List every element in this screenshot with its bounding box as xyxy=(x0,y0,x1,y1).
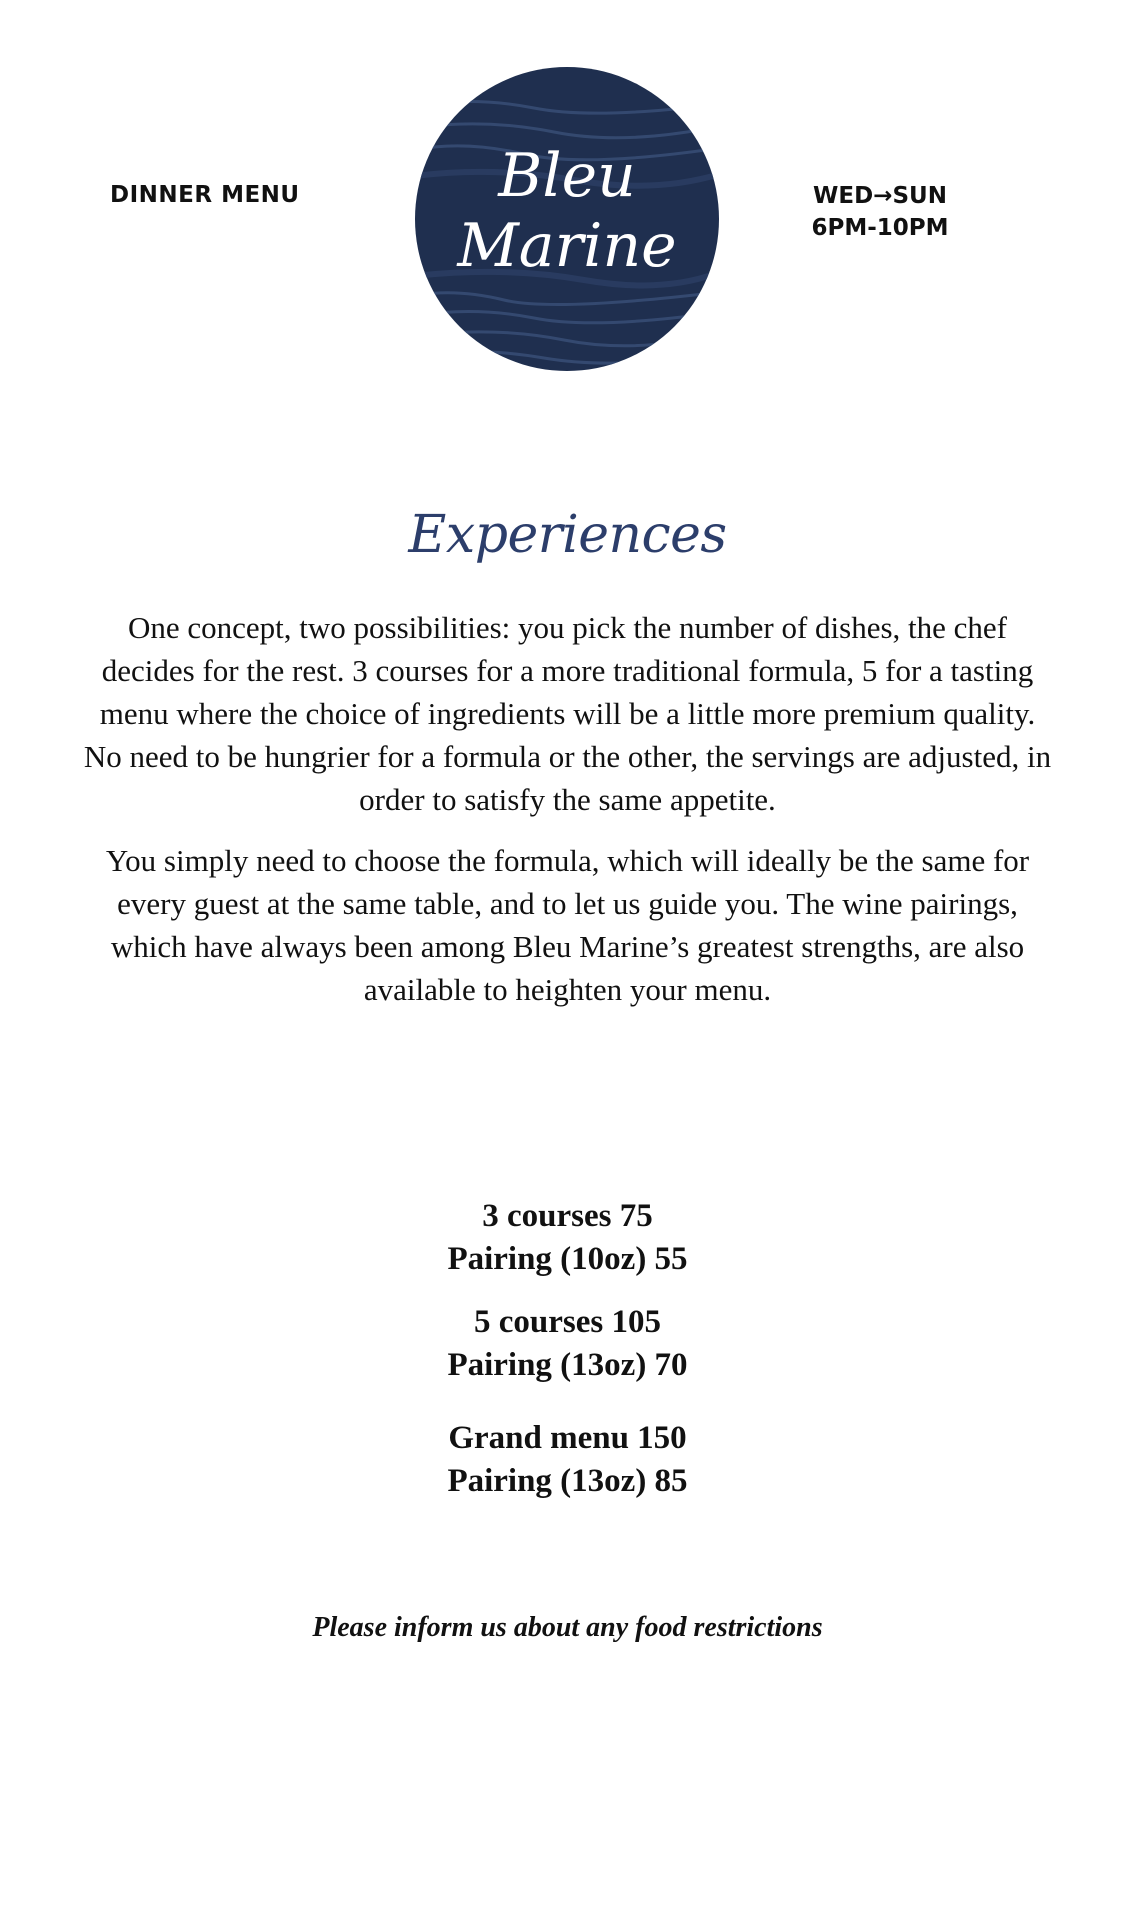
intro-paragraph-2: You simply need to choose the formula, which will ideally be the same for every guest at the same table, and to let us guide you. The wine pairings, which have always been among Bleu Marine’s greatest strengths, are also available to heighten your menu. xyxy=(105,843,1030,1007)
section-title: Experiences xyxy=(408,505,727,565)
logo-text-marine: Marine xyxy=(457,211,677,281)
opening-hours xyxy=(770,180,990,244)
dinner-menu-label: DINNER MENU xyxy=(110,182,300,208)
menu-price: Grand menu 150 xyxy=(448,1420,687,1456)
price-list xyxy=(0,1195,1135,1523)
logo-text-bleu: Bleu xyxy=(498,141,636,211)
price-group-3-courses xyxy=(0,1195,1135,1281)
price-group-5-courses xyxy=(0,1301,1135,1387)
menu-price: 3 courses 75 xyxy=(482,1198,653,1234)
pairing-price: Pairing (13oz) 85 xyxy=(447,1463,688,1499)
opening-times: 6PM-10PM xyxy=(811,215,949,241)
intro-paragraph-1: One concept, two possibilities: you pick the number of dishes, the chef decides for the rest. 3 courses for a more traditional formula, 5 for a tasting menu where the choice of ingredients will be a little more premium quality. No need to be hungrier for a formula or the other, the servings are adjusted, in order to satisfy the same appetite. xyxy=(83,610,1052,817)
menu-price: 5 courses 105 xyxy=(474,1304,661,1340)
pairing-price: Pairing (13oz) 70 xyxy=(447,1347,688,1383)
food-restrictions-note: Please inform us about any food restrictions xyxy=(312,1612,823,1643)
opening-days: WED→SUN xyxy=(813,183,947,209)
pairing-price: Pairing (10oz) 55 xyxy=(447,1241,688,1277)
price-group-grand-menu xyxy=(0,1417,1135,1503)
bleu-marine-logo xyxy=(414,66,720,372)
intro-text xyxy=(80,606,1055,1029)
